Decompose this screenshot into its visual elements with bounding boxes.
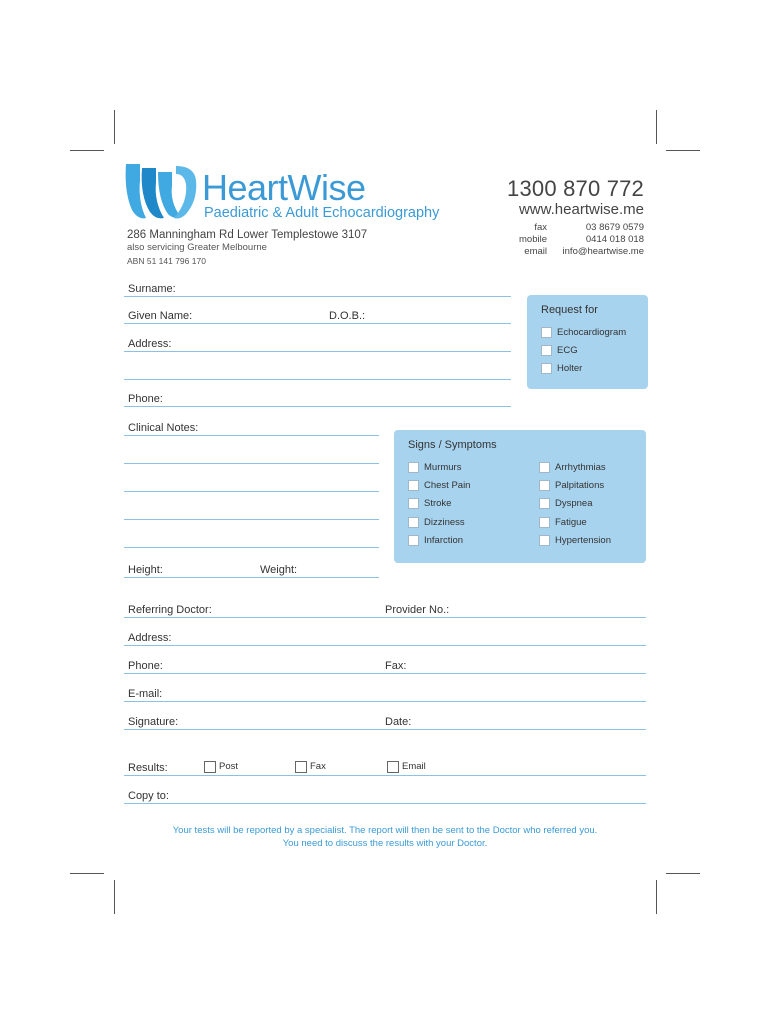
post-label: Post (219, 761, 239, 772)
copy-to-field[interactable] (124, 803, 646, 804)
echocardiogram-checkbox[interactable] (541, 327, 552, 338)
contact-label: fax (534, 222, 547, 233)
contact-labels (519, 222, 547, 258)
murmurs-label: Murmurs (424, 462, 462, 473)
clinical-notes-label: Clinical Notes: (128, 422, 199, 434)
crop-mark (656, 110, 657, 144)
brand-name: HeartWise (202, 167, 366, 208)
copy-to-label: Copy to: (128, 790, 169, 802)
crop-mark (70, 873, 104, 874)
surname-label: Surname: (128, 283, 176, 295)
contact-label: mobile (519, 234, 547, 245)
website-link[interactable]: www.heartwise.me (518, 201, 644, 218)
clinical-notes-field[interactable] (124, 435, 379, 436)
dyspnea-label: Dyspnea (555, 498, 593, 509)
crop-mark (666, 873, 700, 874)
post-checkbox[interactable] (204, 761, 216, 773)
patient-address-label: Address: (128, 338, 172, 350)
crop-mark (666, 150, 700, 151)
main-phone: 1300 870 772 (507, 176, 644, 201)
clinical-notes-field[interactable] (124, 491, 379, 492)
height-weight-field[interactable] (124, 577, 379, 578)
arrhythmias-label: Arrhythmias (555, 462, 606, 473)
heartwise-logo-icon (124, 162, 198, 222)
footer-note-1: Your tests will be reported by a specialist. The report will then be sent to the Doctor who referred you. (172, 825, 598, 836)
dizziness-label: Dizziness (424, 517, 465, 528)
doctor-email-label: E-mail: (128, 688, 163, 700)
contact-label: email (524, 246, 547, 257)
chest-pain-checkbox[interactable] (408, 480, 419, 491)
holter-label: Holter (557, 363, 583, 374)
email-address[interactable]: info@heartwise.me (562, 246, 644, 257)
patient-phone-label: Phone: (128, 393, 163, 405)
dizziness-checkbox[interactable] (408, 517, 419, 528)
date-label: Date: (385, 716, 412, 728)
patient-address-field-2[interactable] (124, 379, 511, 380)
signature-label: Signature: (128, 716, 179, 728)
given-name-label: Given Name: (128, 310, 193, 322)
symptoms-title: Signs / Symptoms (408, 439, 497, 451)
ecg-checkbox[interactable] (541, 345, 552, 356)
infarction-label: Infarction (424, 535, 464, 546)
provider-number-label: Provider No.: (385, 604, 450, 616)
service-area: also servicing Greater Melbourne (127, 242, 267, 253)
crop-mark (114, 110, 115, 144)
hypertension-label: Hypertension (555, 535, 611, 546)
echocardiogram-label: Echocardiogram (557, 327, 627, 338)
results-field (124, 775, 646, 776)
palpitations-label: Palpitations (555, 480, 605, 491)
abn-number: ABN 51 141 796 170 (127, 256, 206, 266)
ecg-label: ECG (557, 345, 578, 356)
doctor-phone-label: Phone: (128, 660, 163, 672)
signature-field[interactable] (124, 729, 646, 730)
given-name-field[interactable] (124, 323, 511, 324)
email-option-label: Email (402, 761, 426, 772)
hypertension-checkbox[interactable] (539, 535, 550, 546)
infarction-checkbox[interactable] (408, 535, 419, 546)
footer-note-2: You need to discuss the results with your Doctor. (282, 838, 488, 849)
weight-label: Weight: (260, 564, 298, 576)
surname-field[interactable] (124, 296, 511, 297)
fax-option-label: Fax (310, 761, 326, 772)
doctor-address-field[interactable] (124, 645, 646, 646)
doctor-address-label: Address: (128, 632, 172, 644)
fatigue-label: Fatigue (555, 517, 587, 528)
referring-doctor-label: Referring Doctor: (128, 604, 212, 616)
clinical-notes-field[interactable] (124, 519, 379, 520)
chest-pain-label: Chest Pain (424, 480, 471, 491)
fatigue-checkbox[interactable] (539, 517, 550, 528)
email-checkbox[interactable] (387, 761, 399, 773)
stroke-checkbox[interactable] (408, 498, 419, 509)
patient-address-field[interactable] (124, 351, 511, 352)
arrhythmias-checkbox[interactable] (539, 462, 550, 473)
crop-mark (656, 880, 657, 914)
doctor-email-field[interactable] (124, 701, 646, 702)
crop-mark (70, 150, 104, 151)
clinical-notes-field[interactable] (124, 463, 379, 464)
dyspnea-checkbox[interactable] (539, 498, 550, 509)
clinical-notes-field[interactable] (124, 547, 379, 548)
crop-mark (114, 880, 115, 914)
fax-checkbox[interactable] (295, 761, 307, 773)
palpitations-checkbox[interactable] (539, 480, 550, 491)
doctor-phone-field[interactable] (124, 673, 646, 674)
referring-doctor-field[interactable] (124, 617, 646, 618)
stroke-label: Stroke (424, 498, 452, 509)
doctor-fax-label: Fax: (385, 660, 407, 672)
murmurs-checkbox[interactable] (408, 462, 419, 473)
results-label: Results: (128, 762, 168, 774)
fax-number: 03 8679 0579 (585, 222, 644, 233)
dob-label: D.O.B.: (329, 310, 366, 322)
holter-checkbox[interactable] (541, 363, 552, 374)
height-label: Height: (128, 564, 163, 576)
request-for-title: Request for (541, 304, 598, 316)
brand-tagline: Paediatric & Adult Echocardiography (204, 205, 440, 221)
contact-values (563, 222, 644, 258)
mobile-number: 0414 018 018 (585, 234, 644, 245)
patient-phone-field[interactable] (124, 406, 511, 407)
business-address: 286 Manningham Rd Lower Templestowe 3107 (127, 229, 368, 241)
